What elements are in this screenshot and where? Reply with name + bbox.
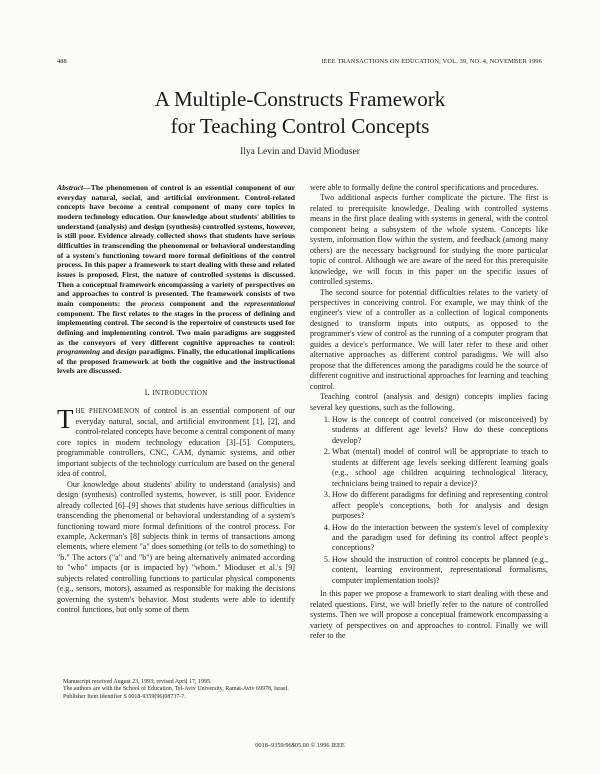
footnote-identifier: Publisher Item Identifier S 0018-9359(96)08737-7.: [63, 693, 186, 700]
paragraph-key-questions: Teaching control (analysis and design) concepts implies facing several key questions, such as the following.: [310, 392, 548, 412]
title-line-2: for Teaching Control Concepts: [170, 114, 430, 138]
footnote-received: Manuscript received August 23, 1993; revised April 17, 1995.: [63, 679, 212, 685]
intro-paragraph-1: THE PHENOMENON of control is an essential component of our everyday natural, social, and artificial environment [1], [2], and control-related concepts have become a central component of many core topics in modern technology education [3]–[5]. Computers, programmable controllers, CNC, CAM, dynamic systems, and other important subjects of the technology curriculum are based on the general idea of control.: [57, 403, 295, 479]
page-number: 488: [57, 58, 67, 65]
continued-paragraph: were able to formally define the control specifications and procedures.: [310, 183, 539, 192]
abstract-lead: Abstract—: [57, 183, 91, 192]
list-item: 1. How is the concept of control conceived (or misconceived) by students at different age levels? How do these conceptions develop?: [332, 415, 548, 446]
list-item: 4. How do the interaction between the system's level of complexity and the paradigm used for defining its control affect people's conceptions?: [332, 523, 548, 554]
drop-cap: T: [57, 403, 74, 434]
paragraph-perspectives: The second source for potential difficulties relates to the variety of perspectives in conceiving control. For example, we may think of the engineer's view of a controller as a collection of logical components designed to transform inputs into outputs, as opposed to the programmer's view of control as the running of a computer program that guides a device's performance. We will later refer to these and other alternative approaches as different control paradigms. We will also propose that the differences among the paradigms could be the source of different cognitive and instructional approaches for learning and teaching control.: [310, 287, 548, 391]
paper-title: [0, 86, 600, 140]
list-item: 3. How do different paradigms for defining and representing control affect people's conceptions, both for analysis and design purposes?: [332, 490, 548, 521]
running-header: IEEE TRANSACTIONS ON EDUCATION, VOL. 39, NO. 4, NOVEMBER 1996: [321, 58, 542, 65]
section-heading: I. INTRODUCTION: [144, 388, 208, 398]
list-item: 2. What (mental) model of control will be appropriate to teach to students at different age levels seeking different learning goals (e.g., school age children acquiring technological literacy, technicians being trained to repair a device)?: [332, 447, 548, 489]
footnotes: [57, 679, 295, 701]
paragraph-proposal: In this paper we propose a framework to start dealing with these and related questions. First, we will briefly refer to the nature of controlled systems. Then we will propose a conceptual framework encompassing a variety of perspectives on and approaches to control. Finally we will refer to the: [310, 589, 548, 641]
footnote-affiliation: The authors are with the School of Education, Tel-Aviv University, Ramat-Aviv 69978, Israel.: [63, 686, 289, 693]
copyright-footer: 0018–9359/96$05.00 © 1996 IEEE: [255, 742, 345, 749]
right-column: [310, 183, 548, 641]
questions-list: [310, 415, 548, 586]
authors: Ilya Levin and David Mioduser: [240, 147, 360, 157]
abstract: Abstract—The phenomenon of control is an essential component of our everyday natural, social, and artificial environment. Control-related concepts have become a central component of many core topics in modern technology education. Our knowledge about students' abilities to understand (analysis) and design (synthesis) controlled systems, however, is still poor. Evidence already collected shows that students have serious difficulties in transcending the phenomenal or behavioral understanding of a system's functioning toward more formal definitions of the control process. In this paper a framework to start dealing with these and related issues is proposed. First, the nature of controlled systems is discussed. Then a conceptual framework encompassing a variety of perspectives on and approaches to control is presented. The framework consists of two main components: the process component and the representational component. The first relates to the stages in the process of defining and implementing control. The second is the repertoire of constructs used for defining and implementing control. Two main paradigms are suggested as the conveyors of very different cognitive approaches to control: programming and design paradigms. Finally, the educational implications of the proposed framework at both the cognitive and the instructional levels are discussed.: [57, 183, 295, 376]
left-column: [57, 183, 295, 616]
title-line-1: A Multiple-Constructs Framework: [154, 87, 446, 111]
list-item: 5. How should the instruction of control concepts be planned (e.g., content, learning environment, representational formalisms, computer implementation tools)?: [332, 555, 548, 586]
paragraph-prerequisite: Two additional aspects further complicate the picture. The first is related to prerequisite knowledge. Dealing with controlled systems means in the first place dealing with systems in general, with the control component being a subsystem of the whole system. Concepts like system, information flow within the system, and feedback (among many others) are the necessary background for studying the more particular topic of control. Although we are aware of the need for this prerequisite knowledge, we will focus in this paper on the specific issues of controlled systems.: [310, 193, 548, 287]
intro-paragraph-2: Our knowledge about students' ability to understand (analysis) and design (synthesis) controlled systems, however, is still poor. Evidence already collected [6]–[9] shows that students have serious difficulties in transcending the phenomenal or behavioral understanding of a system's functioning toward more formal definitions of the control process. For example, Ackerman's [8] subjects think in terms of transactions among elements, where element "a" does something (or tells to do something) to "b." The actors ("a" and "b") are being alternatively animated according to "who" impacts (or is impacted by) "whom." Mioduser et al.'s [9] subjects related controlling functions to particular physical components (e.g., sensors, motors), assumed as responsible for making the decisions governing the system's behavior. Most students were able to identify control functions, but only some of them: [57, 479, 295, 615]
